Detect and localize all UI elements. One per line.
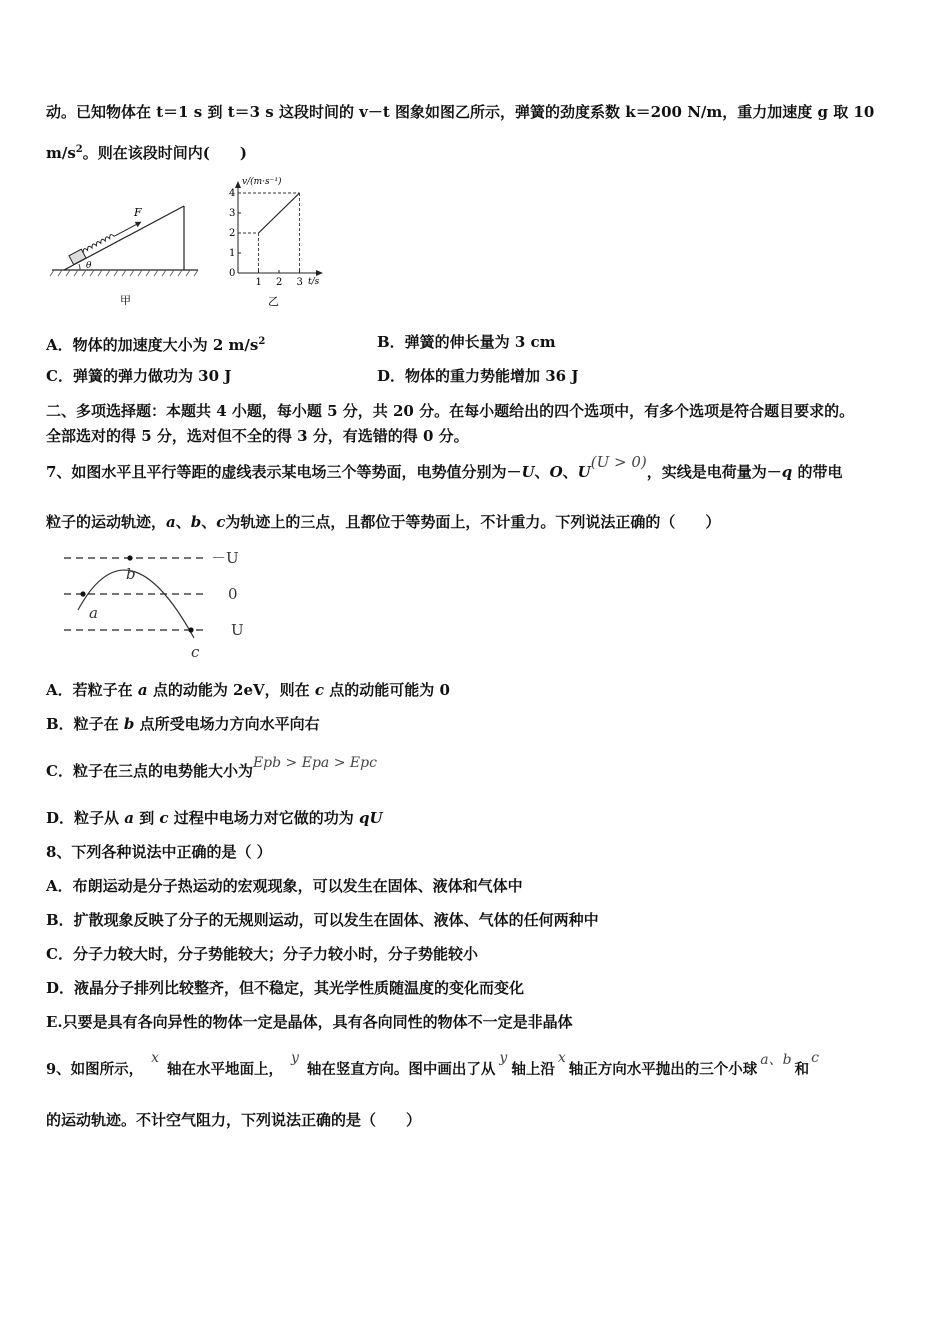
fig-yi-caption: 乙 (268, 295, 279, 308)
q7-c: c (216, 513, 226, 531)
force-label: F (134, 206, 142, 219)
q8-option-e: E.只要是具有各向异性的物体一定是晶体，具有各向同性的物体不一定是非晶体 (46, 1013, 573, 1031)
q7d-3: 过程中电场力对它做的功为 (168, 809, 360, 827)
q9-c: c (811, 1050, 819, 1066)
q9-x1: x (151, 1050, 159, 1066)
q9-x2: x (557, 1050, 566, 1066)
q7c-math: Epb > Epa > Epc (252, 755, 377, 771)
q7-text-c: 的带电 (792, 463, 843, 481)
label-minus-u: －U (211, 549, 239, 567)
fig-jia-caption: 甲 (120, 294, 131, 307)
q7-stem-line1 (46, 453, 843, 482)
q9-p5: 轴正方向水平抛出的三个小球 (568, 1061, 758, 1078)
figure-yi-vt-graph (224, 172, 330, 310)
q7-option-b (46, 714, 320, 734)
q7d-1: D．粒子从 (46, 809, 125, 827)
vt-xlabel: t/s (308, 277, 320, 287)
vt-ylabel: v/(m·s⁻¹) (242, 177, 282, 187)
section2-line1: 二、多项选择题：本题共 4 小题，每小题 5 分，共 20 分。在每小题给出的四个选项中，有多个选项是符合题目要求的。 (46, 402, 855, 420)
q7-text-d: 粒子的运动轨迹， (46, 513, 167, 531)
q6-stem-line1: 动。已知物体在 t＝1 s 到 t＝3 s 这段时间的 v－t 图象如图乙所示，弹簧的劲度系数 k＝200 N/m，重力加速度 g 取 10 (46, 103, 875, 121)
q9-p1: 9、如图所示， (46, 1061, 144, 1078)
q7d-qu: qU (359, 809, 383, 827)
q7-option-d (46, 808, 383, 828)
section2-line2: 全部选对的得 5 分，选对但不全的得 3 分，有选错的得 0 分。 (46, 427, 469, 445)
vt-xtick-label: 3 (296, 277, 303, 288)
q7-condition: (U > 0) (590, 453, 647, 471)
q7-q: q (781, 463, 793, 481)
label-u: U (231, 621, 244, 639)
vt-ytick-label: 1 (229, 248, 236, 259)
q8-stem: 8、下列各种说法中正确的是（ ） (46, 843, 272, 861)
q7-text-a: 7、如图水平且平行等距的虚线表示某电场三个等势面，电势值分别为－ (46, 463, 522, 481)
q9-p2: 轴在水平地面上， (167, 1061, 283, 1078)
q7-b: b (190, 513, 202, 531)
q7-sep2: 、 (562, 463, 578, 481)
q9-stem-line1 (46, 1050, 819, 1080)
q6-unit: m/s (46, 144, 76, 162)
q7-figure (56, 546, 266, 664)
point-a-label: a (89, 604, 98, 622)
point-b-label: b (126, 565, 136, 583)
q7b-1: B．粒子在 (46, 715, 124, 733)
q7d-c: c (159, 809, 169, 827)
vt-ytick-label: 4 (229, 188, 236, 199)
q7-u2: U (577, 463, 591, 481)
q7a-a: a (137, 681, 148, 699)
q9-p4: 轴上沿 (511, 1061, 555, 1078)
q8-option-a: A．布朗运动是分子热运动的宏观现象，可以发生在固体、液体和气体中 (46, 877, 523, 895)
q6-option-c: C．弹簧的弹力做功为 30 J (46, 367, 232, 385)
q9-and: 和 (794, 1061, 810, 1078)
q7-u1: U (521, 463, 535, 481)
vt-xtick-label: 2 (276, 277, 283, 288)
angle-label: θ (86, 261, 92, 271)
q6-stem-tail: 。则在该段时间内( ) (82, 144, 247, 162)
vt-ytick-label: 0 (229, 268, 236, 279)
q8-option-b: B．扩散现象反映了分子的无规则运动，可以发生在固体、液体、气体的任何两种中 (46, 911, 599, 929)
q7b-b: b (123, 715, 135, 733)
vt-xtick-label: 1 (255, 277, 262, 288)
q7b-2: 点所受电场力方向水平向右 (134, 715, 320, 733)
q7-o: O (549, 463, 563, 481)
point-c-label: c (191, 643, 200, 661)
vt-data-line (259, 193, 300, 233)
q7a-1: A．若粒子在 (46, 681, 138, 699)
q7-sep1: 、 (534, 463, 550, 481)
q7a-c: c (314, 681, 325, 699)
q6-option-a-sup: 2 (258, 336, 266, 347)
q7-stem-line2: 粒子的运动轨迹，a、b、c为轨迹上的三点，且都位于等势面上，不计重力。下列说法正确的（ ） (46, 513, 721, 531)
q9-y2: y (499, 1050, 508, 1066)
label-zero: 0 (228, 585, 238, 603)
q7c-1: C．粒子在三点的电势能大小为 (46, 762, 253, 780)
figure-jia (48, 198, 206, 310)
q9-p3: 轴在竖直方向。图中画出了从 (306, 1061, 496, 1078)
vt-ytick-label: 3 (229, 208, 236, 219)
q7d-2: 到 (133, 809, 160, 827)
q6-option-b: B．弹簧的伸长量为 3 cm (377, 333, 556, 351)
q8-option-c: C．分子力较大时，分子势能较大；分子力较小时，分子势能较小 (46, 945, 478, 963)
q7d-a: a (124, 809, 134, 827)
q6-unit-sup: 2 (75, 144, 83, 155)
q9-balls: a、b (760, 1052, 792, 1068)
q7a-2: 点的动能为 2eV，则在 (147, 681, 315, 699)
q8-option-d: D．液晶分子排列比较整齐，但不稳定，其光学性质随温度的变化而变化 (46, 979, 525, 997)
q7-a: a (166, 513, 176, 531)
q7-option-c (46, 755, 377, 782)
q7-option-a (46, 680, 450, 700)
q9-stem-line2: 的运动轨迹。不计空气阻力，下列说法正确的是（ ） (46, 1111, 422, 1129)
vt-ytick-label: 2 (229, 228, 236, 239)
q7a-3: 点的动能可能为 0 (324, 681, 450, 699)
q6-option-d: D．物体的重力势能增加 36 J (377, 367, 579, 385)
q6-option-a (46, 332, 265, 355)
q9-y1: y (291, 1050, 299, 1066)
q6-stem-line2 (46, 140, 247, 163)
q7-text-b: ，实线是电荷量为－ (646, 463, 782, 481)
q7-text-e: 为轨迹上的三点，且都位于等势面上，不计重力。下列说法正确的（ ） (225, 513, 721, 531)
q6-option-a-text: A．物体的加速度大小为 2 m/s (46, 336, 259, 354)
